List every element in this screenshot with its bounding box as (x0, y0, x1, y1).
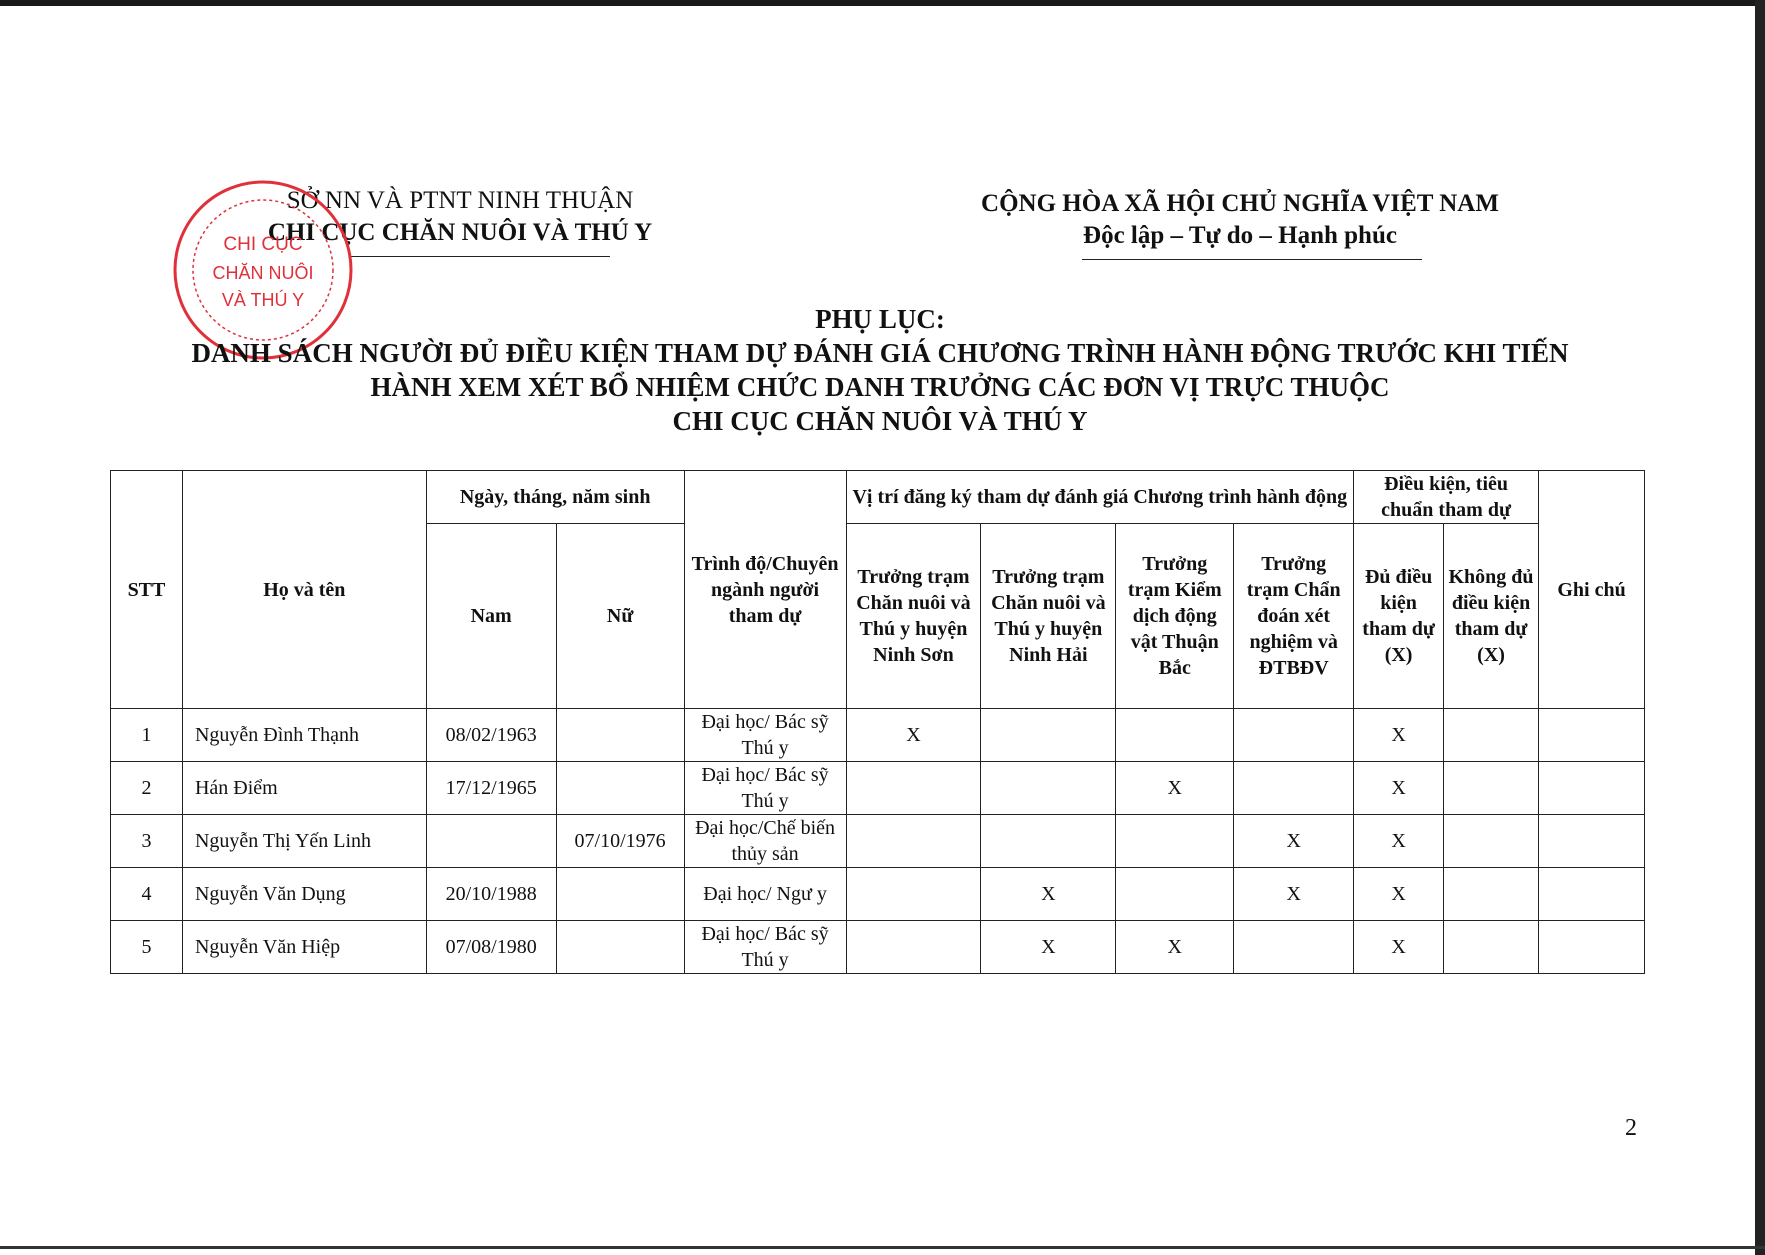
cell-pos1 (846, 762, 981, 815)
cell-degree: Đại học/ Ngư y (684, 868, 846, 921)
title-line-2: DANH SÁCH NGƯỜI ĐỦ ĐIỀU KIỆN THAM DỰ ĐÁNH GIÁ CHƯƠNG TRÌNH HÀNH ĐỘNG TRƯỚC KHI TIẾN (191, 338, 1569, 368)
cell-male (426, 815, 556, 868)
cell-female (556, 709, 684, 762)
cell-degree: Đại học/Chế biến thủy sản (684, 815, 846, 868)
cell-pos3: X (1116, 921, 1234, 974)
title-line-4: CHI CỤC CHĂN NUÔI VÀ THÚ Y (672, 406, 1088, 436)
cell-pos1: X (846, 709, 981, 762)
cell-pos3: X (1116, 762, 1234, 815)
header-position: Vị trí đăng ký tham dự đánh giá Chương trình hành động (846, 471, 1354, 524)
cell-name: Nguyễn Đình Thạnh (182, 709, 426, 762)
cell-pos2 (981, 709, 1116, 762)
seal-line-2: CHĂN NUÔI (212, 263, 314, 283)
cell-pos2: X (981, 868, 1116, 921)
cell-pos3 (1116, 815, 1234, 868)
country-name: CỘNG HÒA XÃ HỘI CHỦ NGHĨA VIỆT NAM (981, 190, 1499, 217)
cell-pos2 (981, 762, 1116, 815)
header-pos-ninh-hai: Trưởng trạm Chăn nuôi và Thú y huyện Ninh Hải (981, 524, 1116, 709)
cell-stt: 3 (111, 815, 183, 868)
header-stt: STT (111, 471, 183, 709)
cell-male: 20/10/1988 (426, 868, 556, 921)
cell-stt: 2 (111, 762, 183, 815)
title-appendix: PHỤ LỤC: (815, 304, 945, 334)
cell-pos4: X (1234, 868, 1354, 921)
cell-degree: Đại học/ Bác sỹ Thú y (684, 921, 846, 974)
cell-name: Nguyễn Thị Yến Linh (182, 815, 426, 868)
cell-eligible: X (1354, 868, 1444, 921)
cell-note (1539, 921, 1645, 974)
cell-male: 17/12/1965 (426, 762, 556, 815)
cell-ineligible (1444, 815, 1539, 868)
cell-pos4: X (1234, 815, 1354, 868)
cell-pos3 (1116, 709, 1234, 762)
cell-pos1 (846, 921, 981, 974)
cell-pos4 (1234, 709, 1354, 762)
cell-pos1 (846, 868, 981, 921)
table-row (111, 868, 1645, 921)
cell-male: 08/02/1963 (426, 709, 556, 762)
scan-edge-bottom (0, 1246, 1765, 1249)
scan-edge-top (0, 0, 1765, 6)
cell-eligible: X (1354, 815, 1444, 868)
header-dob: Ngày, tháng, năm sinh (426, 471, 684, 524)
header-pos-ninh-son: Trưởng trạm Chăn nuôi và Thú y huyện Ninh Sơn (846, 524, 981, 709)
header-pos-thuan-bac: Trưởng trạm Kiểm dịch động vật Thuận Bắc (1116, 524, 1234, 709)
cell-stt: 1 (111, 709, 183, 762)
cell-pos2: X (981, 921, 1116, 974)
cell-note (1539, 709, 1645, 762)
seal-line-3: VÀ THÚ Y (221, 290, 305, 310)
cell-degree: Đại học/ Bác sỹ Thú y (684, 709, 846, 762)
cell-name: Nguyễn Văn Hiệp (182, 921, 426, 974)
candidate-table (110, 470, 1645, 974)
cell-female (556, 868, 684, 921)
header-eligible: Đủ điều kiện tham dự (X) (1354, 524, 1444, 709)
header-female: Nữ (556, 524, 684, 709)
table-row (111, 921, 1645, 974)
page-number: 2 (1625, 1115, 1637, 1141)
seal-line-1: CHI CỤC (223, 234, 303, 255)
national-header (930, 188, 1550, 252)
cell-pos2 (981, 815, 1116, 868)
header-male: Nam (426, 524, 556, 709)
header-name: Họ và tên (182, 471, 426, 709)
cell-ineligible (1444, 762, 1539, 815)
header-ineligible: Không đủ điều kiện tham dự (X) (1444, 524, 1539, 709)
cell-female (556, 762, 684, 815)
cell-pos4 (1234, 762, 1354, 815)
issuer-underline (350, 256, 610, 257)
motto-underline (1082, 259, 1422, 260)
issuer-agency: CHI CỤC CHĂN NUÔI VÀ THÚ Y (267, 219, 653, 246)
issuer-dept: SỞ NN VÀ PTNT NINH THUẬN (286, 187, 634, 214)
header-degree: Trình độ/Chuyên ngành người tham dự (684, 471, 846, 709)
cell-eligible: X (1354, 709, 1444, 762)
cell-ineligible (1444, 921, 1539, 974)
cell-stt: 4 (111, 868, 183, 921)
header-pos-dtbdv: Trưởng trạm Chẩn đoán xét nghiệm và ĐTBĐV (1234, 524, 1354, 709)
scan-edge-right (1755, 0, 1765, 1255)
cell-name: Nguyễn Văn Dụng (182, 868, 426, 921)
cell-ineligible (1444, 709, 1539, 762)
table-row (111, 815, 1645, 868)
header-note: Ghi chú (1539, 471, 1645, 709)
cell-name: Hán Điểm (182, 762, 426, 815)
table-row (111, 709, 1645, 762)
cell-stt: 5 (111, 921, 183, 974)
cell-female: 07/10/1976 (556, 815, 684, 868)
cell-male: 07/08/1980 (426, 921, 556, 974)
national-motto: Độc lập – Tự do – Hạnh phúc (1083, 222, 1397, 249)
document-title (100, 302, 1660, 438)
table-row (111, 762, 1645, 815)
title-line-3: HÀNH XEM XÉT BỔ NHIỆM CHỨC DANH TRƯỞNG CÁC ĐƠN VỊ TRỰC THUỘC (370, 372, 1390, 402)
cell-note (1539, 762, 1645, 815)
cell-degree: Đại học/ Bác sỹ Thú y (684, 762, 846, 815)
cell-pos4 (1234, 921, 1354, 974)
header-condition: Điều kiện, tiêu chuẩn tham dự (1354, 471, 1539, 524)
cell-eligible: X (1354, 762, 1444, 815)
cell-female (556, 921, 684, 974)
cell-note (1539, 868, 1645, 921)
cell-note (1539, 815, 1645, 868)
cell-ineligible (1444, 868, 1539, 921)
cell-eligible: X (1354, 921, 1444, 974)
cell-pos3 (1116, 868, 1234, 921)
cell-pos1 (846, 815, 981, 868)
